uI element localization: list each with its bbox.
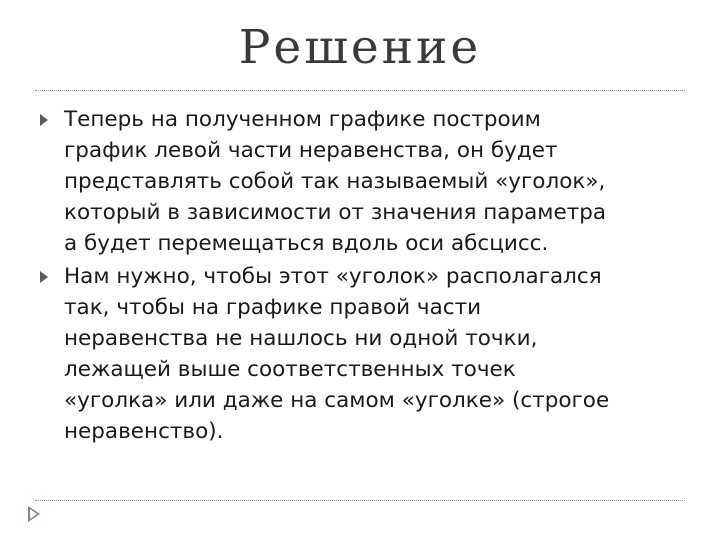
bullet-line: который в зависимости от значения параметра bbox=[64, 200, 607, 225]
bullet-item bbox=[38, 261, 688, 447]
slide-title: Решение bbox=[238, 20, 482, 75]
bottom-divider bbox=[35, 500, 685, 501]
bullet-line: представлять собой так называемый «уголок», bbox=[64, 169, 606, 194]
bullet-line: неравенства не нашлось ни одной точки, bbox=[64, 326, 538, 351]
triangle-right-icon bbox=[40, 114, 48, 126]
triangle-right-icon bbox=[40, 271, 48, 283]
triangle-right-outline-icon bbox=[28, 506, 40, 522]
bullet-line: Теперь на полученном графике построим bbox=[64, 107, 541, 132]
bullet-line: «уголка» или даже на самом «уголке» (строгое bbox=[64, 388, 610, 413]
bullet-line: график левой части неравенства, он будет bbox=[64, 138, 558, 163]
bullet-item bbox=[38, 104, 688, 259]
bullet-line: Нам нужно, чтобы этот «уголок» располагался bbox=[64, 264, 602, 289]
top-divider bbox=[35, 90, 685, 91]
bullet-line: так, чтобы на графике правой части bbox=[64, 295, 482, 320]
bullet-line: неравенство). bbox=[64, 419, 224, 444]
bullet-line: а будет перемещаться вдоль оси абсцисс. bbox=[64, 231, 549, 256]
bullet-list bbox=[38, 104, 688, 449]
bullet-line: лежащей выше соответственных точек bbox=[64, 357, 516, 382]
